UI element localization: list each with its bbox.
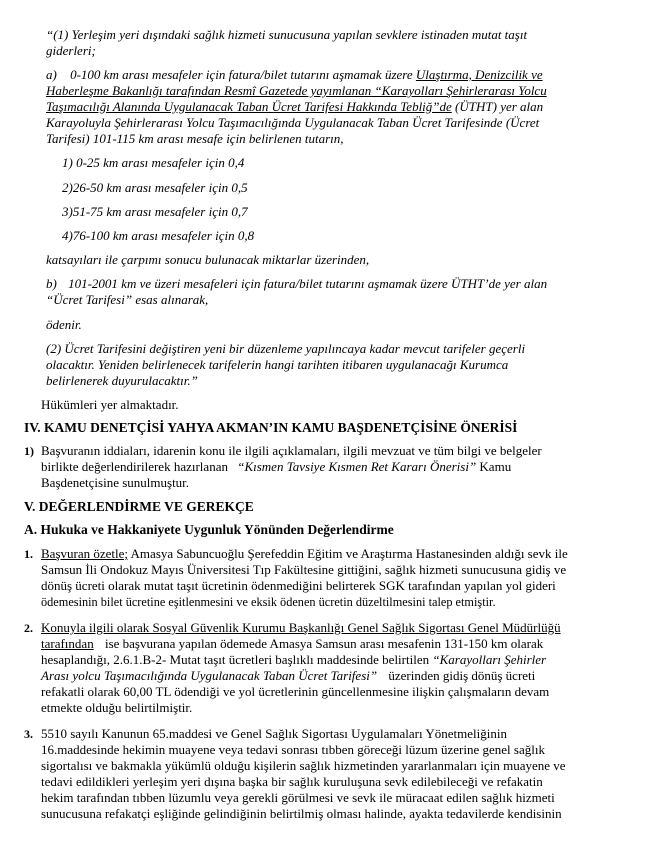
body-text: birlikte değerlendirilerek hazırlanan bbox=[41, 459, 228, 474]
body-line: Hükümleri yer almaktadır. bbox=[41, 397, 179, 412]
quote-line: katsayıları ile çarpımı sonucu bulunacak miktarlar üzerinden, bbox=[46, 252, 370, 267]
quote-item-b bbox=[46, 276, 547, 292]
quote-text: 101-2001 km ve üzeri mesafeleri için fatura/bilet tutarını aşmamak üzere ÜTHT’de yer alan bbox=[68, 276, 548, 291]
paragraph-number: 1) bbox=[24, 444, 34, 458]
paragraph-number: 3. bbox=[24, 727, 33, 741]
body-line: Başdenetçisine sunulmuştur. bbox=[41, 475, 190, 490]
quote-line: “Ücret Tarifesi” esas alınarak, bbox=[46, 292, 209, 307]
body-line bbox=[41, 546, 568, 562]
quote-line: Haberleşme Bakanlığı tarafından Resmî Gazetede yayımlanan “Karayolları Şehirlerarası Yolcu bbox=[46, 83, 547, 98]
body-text-underlined: tarafından bbox=[41, 636, 94, 651]
quote-item-a bbox=[46, 67, 543, 83]
body-line: tedavi edildikleri yerleşim yeri dışına başka bir sağlık kuruluşuna sevk edilebileceği ve refakatin bbox=[41, 774, 543, 789]
body-line bbox=[41, 652, 546, 668]
body-line: hekim tarafından tıbben lüzumlu veya gerekli görülmesi ve sevk ile müracaat edilen sağlık hizmeti bbox=[41, 790, 555, 805]
body-line: 16.maddesinde hekimin muayene veya tedavi sonrası tıbben göreceği lüzum üzerine genel sağlık bbox=[41, 742, 545, 757]
quote-line: olacaktır. Yeniden belirlenecek tarifelerin hangi tarihten itibaren uygulanacağı Kurumca bbox=[46, 357, 509, 372]
body-line: sunucusuna refakatçi eşliğinde gelindiğinin belirtilmiş olması halinde, ayakta tedavilerde kendisinin bbox=[41, 806, 562, 821]
quote-line: “(1) Yerleşim yeri dışındaki sağlık hizmeti sunucusuna yapılan sevklere istinaden mutat taşıt bbox=[46, 27, 528, 42]
subsection-heading: A. Hukuka ve Hakkaniyete Uygunluk Yönünden Değerlendirme bbox=[24, 522, 394, 537]
section-heading-iv: IV. KAMU DENETÇİSİ YAHYA AKMAN’IN KAMU BAŞDENETÇİSİNE ÖNERİSİ bbox=[24, 420, 518, 435]
body-text: Amasya Sabuncuoğlu Şerefeddin Eğitim ve Araştırma Hastanesinden aldığı sevk ile bbox=[130, 546, 568, 561]
quote-line: (2) Ücret Tarifesini değiştiren yeni bir düzenleme yapılıncaya kadar mevcut tarifeler geçerli bbox=[46, 341, 526, 356]
quote-text-underlined: Ulaştırma, Denizcilik ve bbox=[415, 67, 543, 82]
quote-line: Karayoluyla Şehirlerarası Yolcu Taşımacılığında Uygulanacak Taban Ücret Tarifesinde (Ücret bbox=[46, 115, 540, 130]
body-line: refakatli olarak 60,00 TL ödendiği ve yol ücretlerinin güncellenmesine ilişkin çalışmaların devam bbox=[41, 684, 550, 699]
quote-text: (ÜTHT) yer alan bbox=[455, 99, 544, 114]
body-line: ödemesinin bilet ücretine eşitlenmesini ve eksik ödenen ücretin düzeltilmesini talep etmiştir. bbox=[41, 595, 496, 609]
paragraph-number: 1. bbox=[24, 547, 33, 561]
item-marker: b) bbox=[46, 276, 57, 291]
quote-subitem: 3)51-75 km arası mesafeler için 0,7 bbox=[62, 204, 248, 219]
body-text-italic: Arası yolcu Taşımacılığında Uygulanacak Taban Ücret Tarifesi” bbox=[41, 668, 378, 683]
body-text-underlined: Başvuran özetle; bbox=[41, 546, 128, 561]
body-text: Kamu bbox=[479, 459, 512, 474]
body-text-italic: “Kısmen Tavsiye Kısmen Ret Kararı Önerisi” bbox=[237, 459, 477, 474]
quote-text-underlined: Taşımacılığı Alanında Uygulanacak Taban Ücret Tarifesi Hakkında Tebliğ”de bbox=[46, 99, 452, 114]
quote-line: belirlenerek duyurulacaktır.” bbox=[46, 373, 198, 388]
quote-text: 0-100 km arası mesafeler için fatura/bilet tutarını aşmamak üzere bbox=[70, 67, 413, 82]
body-text-italic: “Karayolları Şehirler bbox=[432, 652, 547, 667]
body-line bbox=[41, 459, 511, 475]
body-text: ise başvurana yapılan ödemede Amasya Samsun arası mesafenin 131-150 km olarak bbox=[104, 636, 544, 651]
body-text: hesaplandığı, 2.6.1.B-2- Mutat taşıt ücretleri başlıklı maddesinde belirtilen bbox=[41, 652, 430, 667]
body-line: Samsun İli Ondokuz Mayıs Üniversitesi Tıp Fakültesine gittiğini, sağlık hizmeti sunucusuna gidiş ve bbox=[41, 562, 567, 577]
quote-line: giderleri; bbox=[46, 43, 96, 58]
body-text: üzerinden gidiş dönüş ücreti bbox=[388, 668, 536, 683]
body-line: Başvuranın iddiaları, idarenin konu ile ilgili açıklamaları, ilgili mevzuat ve tüm bilgi ve belgeler bbox=[41, 443, 542, 458]
quote-line: ödenir. bbox=[46, 317, 82, 332]
body-line: 5510 sayılı Kanunun 65.maddesi ve Genel Sağlık Sigortası Uygulamaları Yönetmeliğinin bbox=[41, 726, 507, 741]
quote-line: Tarifesi) 101-115 km arası mesafe için belirlenen tutarın, bbox=[46, 131, 344, 146]
body-line: dönüş ücreti olarak mutat taşıt ücretinin ödenmediğini belirterek SGK tarafından yapılan yol gideri bbox=[41, 578, 556, 593]
quote-subitem: 1) 0-25 km arası mesafeler için 0,4 bbox=[62, 155, 245, 170]
body-line: sigortalısı ve bakmakla yükümlü olduğu kişilerin sağlık hizmetinden yararlanmaları için muayene ve bbox=[41, 758, 566, 773]
quote-subitem: 4)76-100 km arası mesafeler için 0,8 bbox=[62, 228, 255, 243]
body-line: etmekte olduğu belirtilmiştir. bbox=[41, 700, 193, 715]
body-line bbox=[41, 636, 543, 652]
quote-subitem: 2)26-50 km arası mesafeler için 0,5 bbox=[62, 180, 248, 195]
item-marker: a) bbox=[46, 67, 57, 82]
body-line bbox=[41, 668, 535, 684]
paragraph-number: 2. bbox=[24, 621, 33, 635]
body-line: Konuyla ilgili olarak Sosyal Güvenlik Kurumu Başkanlığı Genel Sağlık Sigortası Genel Müdürlüğü bbox=[41, 620, 561, 635]
section-heading-v: V. DEĞERLENDİRME VE GEREKÇE bbox=[24, 499, 254, 514]
quote-line bbox=[46, 99, 543, 115]
